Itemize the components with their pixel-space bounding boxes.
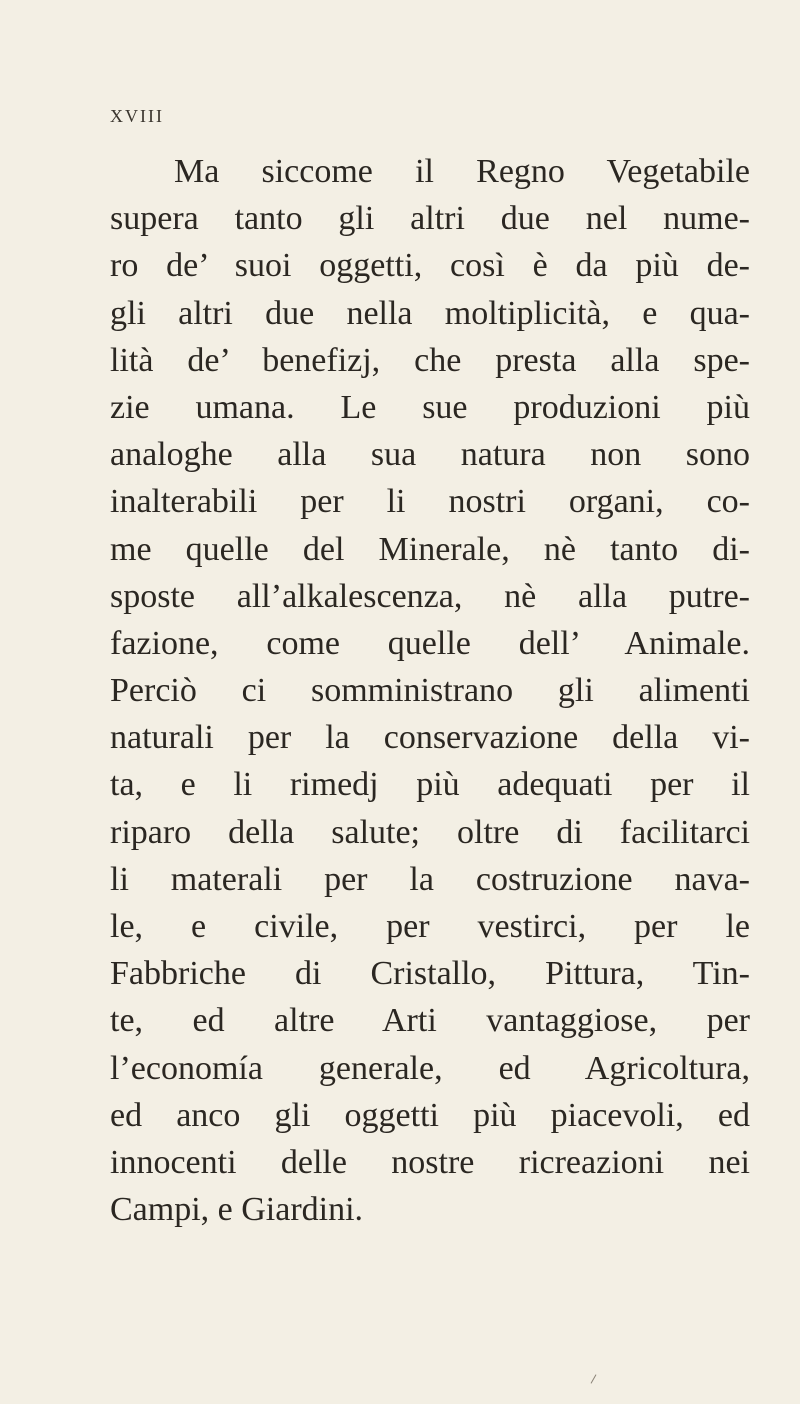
text-line: naturali per la conservazione della vi- xyxy=(110,719,750,757)
paper-speck xyxy=(591,1374,597,1383)
text-line: riparo della salute; oltre di facilitarci xyxy=(110,813,750,851)
text-line: me quelle del Minerale, nè tanto di- xyxy=(110,530,750,568)
body-text xyxy=(110,148,750,1233)
page-number: XVIII xyxy=(110,106,164,126)
text-line: le, e civile, per vestirci, per le xyxy=(110,908,750,945)
text-line: ro de’ suoi oggetti, così è da più de- xyxy=(110,247,750,285)
text-line: ed anco gli oggetti più piacevoli, ed xyxy=(110,1096,750,1134)
text-line: zie umana. Le sue produzioni più xyxy=(110,388,750,426)
text-line: supera tanto gli altri due nel nume- xyxy=(110,200,750,238)
text-line: Fabbriche di Cristallo, Pittura, Tin- xyxy=(110,955,750,993)
text-line: gli altri due nella moltiplicità, e qua- xyxy=(110,294,750,332)
text-line: te, ed altre Arti vantaggiose, per xyxy=(110,1002,750,1040)
text-line: li materali per la costruzione nava- xyxy=(110,860,750,898)
text-line: Perciò ci somministrano gli alimenti xyxy=(110,672,750,710)
text-line: fazione, come quelle dell’ Animale. xyxy=(110,624,750,662)
text-line: analoghe alla sua natura non sono xyxy=(110,436,750,474)
text-line: ta, e li rimedj più adequati per il xyxy=(110,766,750,804)
text-line: Campi, e Giardini. xyxy=(110,1191,364,1229)
text-line: inalterabili per li nostri organi, co- xyxy=(110,483,750,521)
text-line: sposte all’alkalescenza, nè alla putre- xyxy=(110,577,750,615)
text-line: innocenti delle nostre ricreazioni nei xyxy=(110,1143,750,1181)
text-line: l’economía generale, ed Agricoltura, xyxy=(110,1049,750,1087)
text-line: lità de’ benefizj, che presta alla spe- xyxy=(110,341,750,379)
text-line: Ma siccome il Regno Vegetabile xyxy=(174,153,750,190)
